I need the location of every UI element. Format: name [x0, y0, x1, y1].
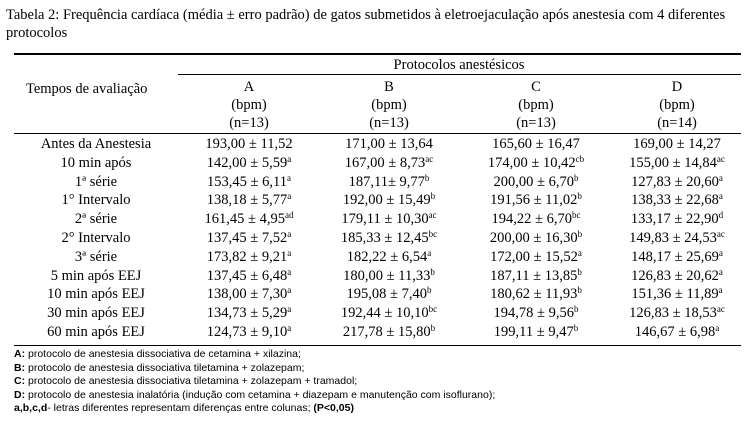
significance-superscript: a	[718, 172, 723, 183]
footnote-line: D: protocolo de anestesia inalatória (indução com cetamina + diazepam e manutenção com isoflurano);	[14, 388, 496, 401]
table-cell: 153,45 ± 6,11$^a$	[207, 172, 291, 190]
row-label: 2ª série	[74, 211, 118, 228]
table-cell: 155,00 ± 14,84$^{ac}$	[629, 153, 725, 171]
row-label: 30 min após EEJ	[47, 305, 145, 322]
footnote-line: C: protocolo de anestesia dissociativa tiletamina + zolazepam + tramadol;	[14, 375, 358, 387]
significance-superscript: b	[573, 323, 579, 333]
table-cell: 138,18 ± 5,77$^a$	[206, 191, 292, 209]
significance-superscript: d	[718, 210, 724, 221]
column-n: (n=13)	[229, 115, 269, 131]
significance-superscript: a	[577, 247, 582, 258]
footnote-line: B: protocolo de anestesia dissociativa tiletamina + zolazepam;	[14, 361, 305, 374]
bottom-rule	[14, 345, 741, 346]
column-unit: (bpm)	[231, 97, 267, 113]
table-cell: 148,17 ± 25,69$^a$	[631, 247, 723, 265]
table-cell: 127,83 ± 20,60$^a$	[631, 172, 723, 190]
footnote-line: A: protocolo de anestesia dissociativa de cetamina + xilazina;	[14, 348, 301, 360]
table-cell: 126,83 ± 20,62$^a$	[631, 266, 723, 284]
significance-superscript: b	[577, 229, 583, 239]
table-cell: 134,73 ± 5,29$^a$	[206, 304, 292, 322]
table-cell: 137,45 ± 7,52$^a$	[206, 229, 292, 246]
table-cell: 126,83 ± 18,53$^{ac}$	[629, 304, 725, 322]
table-cell: 142,00 ± 5,59$^a$	[206, 153, 292, 171]
significance-superscript: a	[427, 247, 432, 258]
column-n: (n=13)	[516, 115, 556, 131]
row-label: 2° Intervalo	[61, 230, 131, 246]
table-cell: 193,00 ± 11,52	[205, 136, 293, 152]
table-cell: 185,33 ± 12,45$^{bc}$	[340, 229, 438, 246]
table-cell: 192,00 ± 15,49$^b$	[342, 191, 436, 209]
significance-superscript: a	[287, 323, 292, 333]
table-cell: 199,11 ± 9,47$^b$	[493, 323, 579, 340]
significance-superscript: a	[287, 304, 292, 315]
significance-superscript: ad	[284, 210, 294, 221]
header-rule	[14, 133, 741, 134]
table-cell: 167,00 ± 8,73$^{ac}$	[344, 153, 434, 171]
significance-superscript: bc	[571, 210, 581, 221]
significance-superscript: b	[430, 323, 436, 333]
significance-superscript: a	[287, 191, 292, 202]
table-cell: 151,36 ± 11,89$^a$	[631, 285, 723, 303]
significance-superscript: a	[287, 153, 292, 164]
column-unit: (bpm)	[659, 97, 695, 113]
table-cell: 200,00 ± 6,70$^b$	[493, 172, 579, 190]
table-cell: 195,08 ± 7,40$^b$	[346, 285, 432, 303]
significance-superscript: ac	[716, 153, 725, 164]
significance-superscript: b	[577, 266, 582, 277]
significance-superscript: b	[573, 172, 579, 183]
table-cell: 161,45 ± 4,95$^{ad}$	[204, 210, 294, 228]
table-cell: 174,00 ± 10,42$^{cb}$	[487, 153, 585, 171]
significance-superscript: a	[718, 285, 723, 296]
significance-superscript: cb	[575, 153, 585, 164]
significance-superscript: b	[577, 285, 582, 296]
significance-superscript: a	[718, 191, 723, 202]
table-cell: 200,00 ± 16,30$^b$	[489, 229, 583, 246]
table-cell: 187,11 ± 13,85$^b$	[490, 266, 582, 284]
column-letter: B	[384, 79, 394, 95]
table-cell: 187,11± 9,77$^b$	[348, 172, 430, 190]
table-cell: 137,45 ± 6,48$^a$	[206, 266, 292, 284]
significance-superscript: b	[430, 191, 436, 202]
table-cell: 192,44 ± 10,10$^{bc}$	[340, 304, 438, 322]
significance-superscript: ac	[716, 229, 725, 239]
significance-superscript: a	[715, 323, 720, 333]
significance-superscript: b	[577, 191, 582, 202]
column-letter: D	[671, 79, 683, 95]
table-cell: 138,33 ± 22,68$^a$	[631, 191, 723, 209]
column-unit: (bpm)	[371, 97, 407, 113]
row-label: 1° Intervalo	[61, 192, 131, 209]
row-label: 60 min após EEJ	[47, 324, 145, 340]
significance-superscript: ac	[425, 153, 434, 164]
row-label: 3ª série	[74, 248, 118, 265]
significance-superscript: a	[718, 266, 723, 277]
column-letter: C	[531, 79, 541, 95]
table-cell: 149,83 ± 24,53$^{ac}$	[629, 229, 725, 246]
row-label: 1ª série	[74, 173, 118, 190]
significance-superscript: a	[287, 229, 292, 239]
table-cell: 173,82 ± 9,21$^a$	[206, 247, 292, 265]
significance-superscript: a	[287, 266, 292, 277]
column-n: (n=14)	[657, 115, 697, 131]
significance-superscript: b	[573, 304, 579, 315]
table-cell: 182,22 ± 6,54$^a$	[346, 247, 432, 265]
table-cell: 194,22 ± 6,70$^{bc}$	[491, 210, 581, 228]
row-header: Tempos de avaliação	[26, 81, 148, 97]
table-cell: 165,60 ± 16,47	[492, 136, 580, 152]
column-unit: (bpm)	[518, 97, 554, 113]
significance-superscript: b	[430, 266, 435, 277]
significance-superscript: a	[718, 247, 723, 258]
table-cell: 133,17 ± 22,90$^d$	[630, 210, 724, 228]
column-n: (n=13)	[369, 115, 409, 131]
row-label: 10 min após EEJ	[47, 286, 145, 303]
group-rule	[178, 74, 741, 75]
row-label: Antes da Anestesia	[40, 136, 152, 152]
table-cell: 146,67 ± 6,98$^a$	[634, 323, 720, 340]
column-letter: A	[243, 79, 255, 95]
table-cell: 180,00 ± 11,33$^b$	[343, 266, 435, 284]
significance-superscript: ac	[428, 210, 437, 221]
footnote-line: a,b,c,d- letras diferentes representam diferenças entre colunas; (P<0,05)	[14, 402, 354, 414]
significance-superscript: b	[424, 172, 430, 183]
significance-superscript: a	[287, 285, 292, 296]
table-cell: 172,00 ± 15,52$^a$	[490, 247, 582, 265]
significance-superscript: bc	[428, 304, 438, 315]
significance-superscript: a	[287, 247, 292, 258]
significance-superscript: ac	[716, 304, 725, 315]
table-cell: 169,00 ± 14,27	[633, 136, 721, 152]
table-cell: 194,78 ± 9,56$^b$	[493, 304, 579, 322]
table-cell: 138,00 ± 7,30$^a$	[206, 285, 292, 303]
significance-superscript: a	[286, 172, 291, 183]
significance-superscript: b	[426, 285, 432, 296]
table-cell: 180,62 ± 11,93$^b$	[490, 285, 582, 303]
top-rule	[14, 53, 741, 55]
table-cell: 171,00 ± 13,64	[345, 136, 433, 152]
table-cell: 191,56 ± 11,02$^b$	[490, 191, 582, 209]
table-cell: 124,73 ± 9,10$^a$	[206, 323, 292, 340]
table-cell: 179,11 ± 10,30$^{ac}$	[341, 210, 437, 228]
row-label: 5 min após EEJ	[50, 267, 142, 284]
table-caption: Tabela 2: Frequência cardíaca (média ± erro padrão) de gatos submetidos à eletroejaculação após anestesia com 4 diferentes protocolos	[6, 7, 726, 41]
group-header: Protocolos anestésicos	[393, 57, 525, 73]
significance-superscript: bc	[428, 229, 438, 239]
row-label: 10 min após	[60, 154, 132, 171]
table-cell: 217,78 ± 15,80$^b$	[342, 323, 436, 340]
